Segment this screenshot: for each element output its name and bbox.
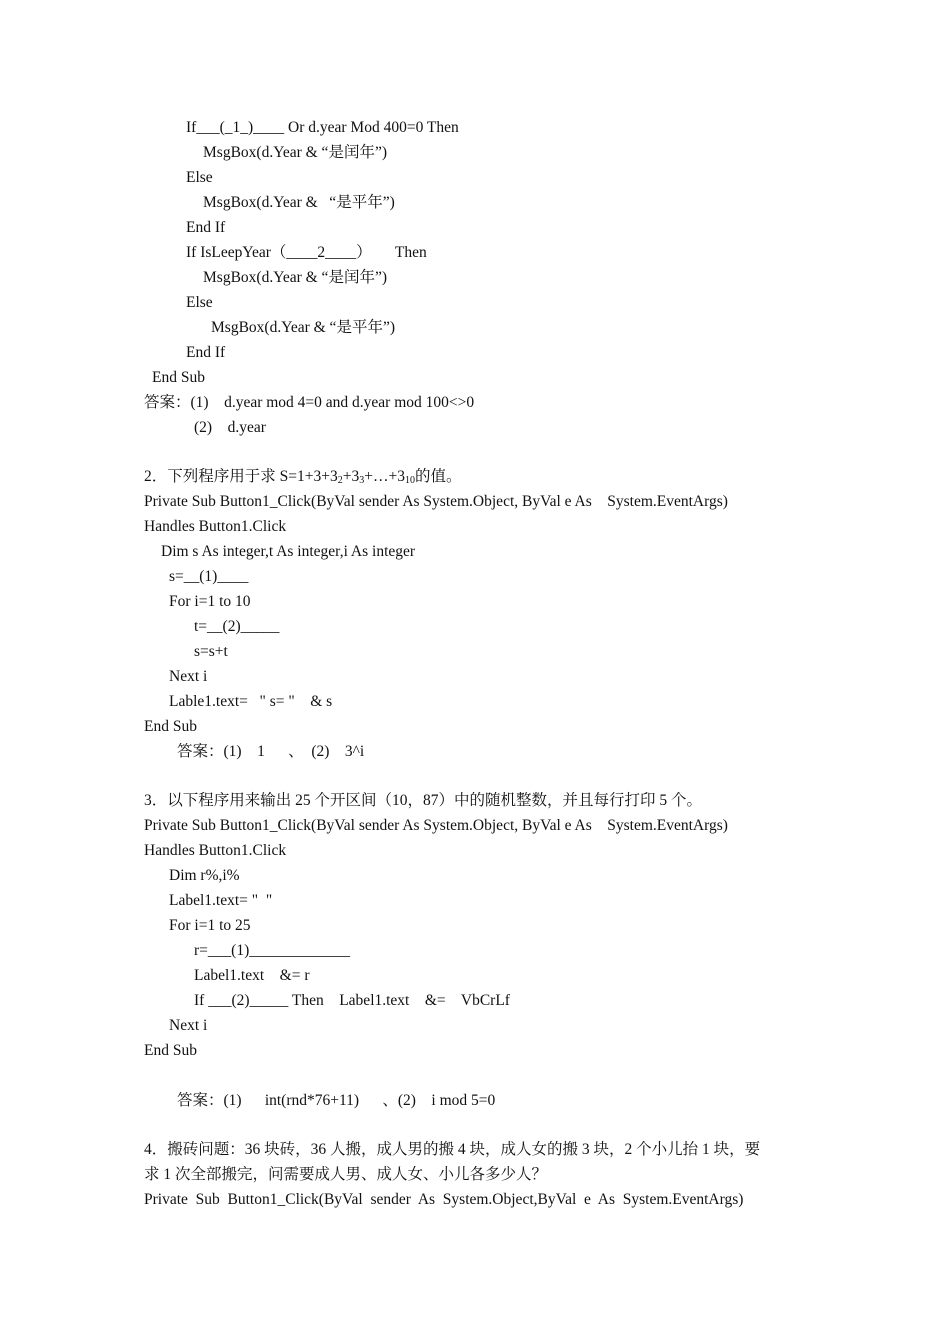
code-line: If___(_1_)____ Or d.year Mod 400=0 Then (186, 119, 459, 136)
code-line: Else (186, 294, 213, 311)
answer-line: 答案：(1) 1 、 (2) 3^i (177, 743, 365, 760)
code-line: Private Sub Button1_Click(ByVal sender As System.Object,ByVal e As System.EventArgs) (144, 1191, 744, 1208)
code-line: If ___(2)_____ Then Label1.text &= VbCrLf (194, 992, 510, 1009)
question-4-heading: 4．搬砖问题：36 块砖，36 人搬，成人男的搬 4 块，成人女的搬 3 块，2 个小儿抬 1 块，要 (144, 1141, 761, 1158)
code-line: Dim s As integer,t As integer,i As integer (161, 543, 416, 560)
code-line: End Sub (144, 718, 197, 735)
question-2-heading: 2．下列程序用于求 $S=1+3+3_2+3_3+\dots+3_{10}$的值。 (144, 468, 462, 486)
code-line: r=___(1)_____________ (194, 942, 350, 959)
code-line: Label1.text &= r (194, 967, 310, 984)
code-line: For i=1 to 25 (169, 917, 251, 934)
code-line: MsgBox(d.Year & “是闰年”) (203, 269, 387, 286)
answer-line: (2) d.year (194, 419, 266, 436)
code-line: Dim r%,i% (169, 867, 240, 884)
answer-line: 答案：(1) d.year mod 4=0 and d.year mod 100<>0 (144, 394, 475, 411)
code-line: t=__(2)_____ (194, 618, 280, 635)
code-line: End Sub (152, 369, 205, 386)
code-line: If IsLeepYear（____2____） Then (186, 244, 427, 261)
code-line: MsgBox(d.Year & “是闰年”) (203, 144, 387, 161)
code-line: s=__(1)____ (169, 568, 249, 585)
code-line: End If (186, 219, 226, 236)
code-line: MsgBox(d.Year & “是平年”) (203, 194, 395, 211)
code-line: Next i (169, 1017, 208, 1034)
code-line: For i=1 to 10 (169, 593, 251, 610)
question-4-text: 求 1 次全部搬完，问需要成人男、成人女、小儿各多少人？ (144, 1166, 548, 1183)
code-line: Else (186, 169, 213, 186)
code-line: MsgBox(d.Year & “是平年”) (211, 319, 395, 336)
code-line: Next i (169, 668, 208, 685)
code-line: s=s+t (194, 643, 228, 660)
answer-line: 答案：(1) int(rnd*76+11) 、(2) i mod 5=0 (177, 1092, 496, 1109)
code-line: End Sub (144, 1042, 197, 1059)
code-line: Label1.text= " " (169, 892, 273, 909)
code-line: End If (186, 344, 226, 361)
code-line: Lable1.text= " s= " & s (169, 693, 333, 710)
code-line: Handles Button1.Click (144, 518, 287, 535)
code-line: Private Sub Button1_Click(ByVal sender As System.Object, ByVal e As System.EventArgs) (144, 493, 728, 510)
code-line: Private Sub Button1_Click(ByVal sender As System.Object, ByVal e As System.EventArgs) (144, 817, 728, 834)
question-3-heading: 3．以下程序用来输出 25 个开区间（10，87）中的随机整数，并且每行打印 5 个。 (144, 792, 703, 809)
code-line: Handles Button1.Click (144, 842, 287, 859)
